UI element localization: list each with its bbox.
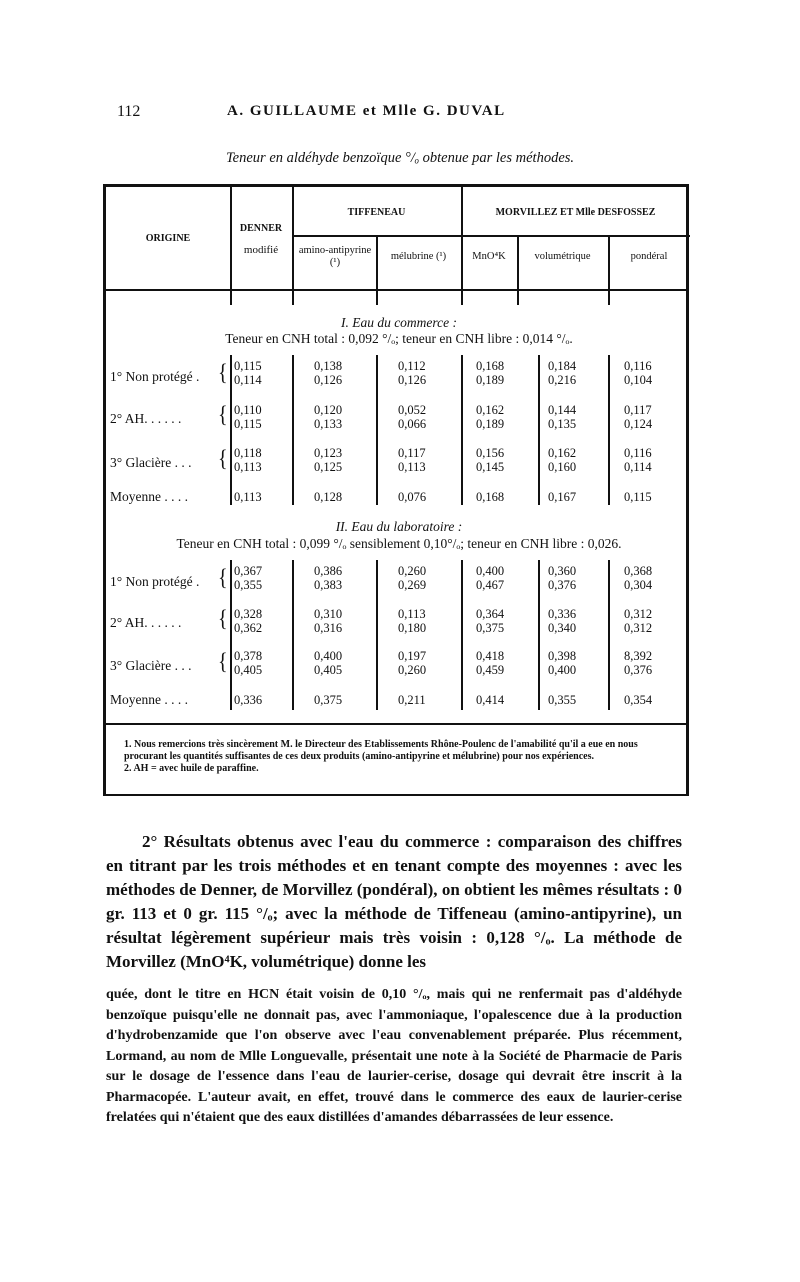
page-number: 112 — [117, 103, 141, 120]
table-footnotes — [124, 739, 680, 775]
row-label: 3° Glacière . . . — [110, 455, 192, 470]
col-divider — [608, 237, 610, 305]
table-cell: 0,398 0,400 — [548, 649, 577, 677]
header-denner: DENNER — [239, 223, 283, 234]
row-label: 2° AH. . . . . . — [110, 411, 182, 426]
section1-title: I. Eau du commerce : — [340, 315, 458, 330]
header-morvillez: MORVILLEZ ET Mlle DESFOSSEZ — [495, 207, 656, 218]
table-cell: 0,364 0,375 — [476, 607, 505, 635]
row-label: 2° AH. . . . . . — [110, 615, 182, 630]
paragraph-text: 2° Résultats obtenus avec l'eau du commerce : comparaison des chiffres en titrant par les trois méthodes et en tenant compte des moyennes : avec les méthodes de Denner, de Morvillez (pondéral), on obtient les mêmes résultats : 0 gr. 113 et 0 gr. 115 °/ₒ; avec la méthode de Tiffeneau (amino-antipyrine), un résultat légèrement supérieur mais très voisin : 0,128 °/ₒ. La méthode de Morvillez (MnO⁴K, volumétrique) donne les — [106, 832, 682, 971]
table-cell: 0,110 0,115 — [234, 403, 262, 431]
col-divider — [538, 560, 540, 710]
table-cell: 0,400 0,405 — [314, 649, 343, 677]
col-divider — [230, 560, 232, 710]
table-cell: 0,156 0,145 — [476, 446, 505, 474]
table-cell: 0,113 — [234, 490, 262, 504]
table-cell: 0,197 0,260 — [398, 649, 427, 677]
table-cell: 0,354 — [624, 693, 653, 707]
table-cell: 0,162 0,160 — [548, 446, 577, 474]
table-cell: 0,116 0,104 — [624, 359, 653, 387]
header-rule — [292, 235, 690, 237]
mean-label: Moyenne . . . . — [110, 489, 188, 504]
brace: { — [218, 649, 228, 675]
brace: { — [218, 446, 228, 472]
paragraph-text: quée, dont le titre en HCN était voisin de 0,10 °/ₒ, mais qui ne renfermait pas d'aldéhyde benzoïque puisqu'elle ne donnait pas, avec l'ammoniaque, l'opalescence due à la production d'hydrobenzamide que l'on observe avec l'eau convenablement préparée. Plus récemment, Lormand, au nom de Mlle Longuevalle, présentait une note à la Société de Pharmacie de Paris sur le dosage de l'essence dans l'eau de laurier-cerise, dosage qui devrait être inscrit à la Pharmacopée. L'auteur avait, en effet, trouvé dans le commerce des eaux de laurier-cerise frelatées qui n'étaient que des eaux distillées d'amandes débarrassées de leur essence. — [106, 987, 682, 1125]
col-divider — [292, 560, 294, 710]
footnote: 1. Nous remercions très sincèrement M. le Directeur des Etablissements Rhône-Poulenc de l'amabilité qu'il a eue en nous procurant les quantités suffisantes de ces deux produits (amino-antipyrine et mélubrine) pour nos expériences. — [124, 739, 638, 762]
mean-label: Moyenne . . . . — [110, 692, 188, 707]
table-cell: 0,368 0,304 — [624, 564, 653, 592]
table-cell: 0,328 0,362 — [234, 607, 263, 635]
col-divider — [376, 237, 378, 305]
table-cell: 0,138 0,126 — [314, 359, 343, 387]
table-cell: 0,115 0,114 — [234, 359, 262, 387]
table-cell: 0,168 0,189 — [476, 359, 505, 387]
col-divider — [461, 355, 463, 505]
brace: { — [218, 606, 228, 632]
row-label: 1° Non protégé . — [110, 574, 200, 589]
page-header — [117, 103, 677, 125]
table-cell: 0,414 — [476, 693, 505, 707]
col-divider — [292, 187, 294, 305]
col-divider — [230, 355, 232, 505]
row-label: 1° Non protégé . — [110, 369, 200, 384]
row-label: 3° Glacière . . . — [110, 658, 192, 673]
header-denner-sub: modifié — [243, 244, 279, 256]
section1-subtitle: Teneur en CNH total : 0,092 °/ₒ; teneur en CNH libre : 0,014 °/ₒ. — [225, 331, 573, 346]
col-divider — [608, 355, 610, 505]
table-cell: 0,167 — [548, 490, 577, 504]
table-cell: 0,123 0,125 — [314, 446, 343, 474]
header-amino-antipyrine: amino-antipyrine (¹) — [298, 245, 372, 269]
paragraph-continued — [106, 985, 682, 1129]
brace: { — [218, 402, 228, 428]
table-cell: 0,052 0,066 — [398, 403, 427, 431]
table-cell: 0,336 — [234, 693, 263, 707]
table-cell: 0,400 0,467 — [476, 564, 505, 592]
table-cell: 0,113 0,180 — [398, 607, 427, 635]
footnote-rule — [106, 723, 686, 725]
header-melubrine: mélubrine (¹) — [390, 251, 447, 262]
table-cell: 8,392 0,376 — [624, 649, 653, 677]
col-divider — [376, 355, 378, 505]
brace: { — [218, 360, 228, 386]
footnote: 2. AH = avec huile de paraffine. — [124, 763, 259, 774]
col-divider — [517, 237, 519, 305]
table-cell: 0,355 — [548, 693, 577, 707]
table-cell: 0,168 — [476, 490, 505, 504]
table-cell: 0,118 0,113 — [234, 446, 262, 474]
results-table — [103, 184, 689, 796]
table-cell: 0,260 0,269 — [398, 564, 427, 592]
header-volumetrique: volumétrique — [534, 251, 591, 262]
table-cell: 0,312 0,312 — [624, 607, 653, 635]
section2-title: II. Eau du laboratoire : — [335, 519, 463, 534]
table-cell: 0,184 0,216 — [548, 359, 577, 387]
table-cell: 0,367 0,355 — [234, 564, 263, 592]
table-cell: 0,120 0,133 — [314, 403, 343, 431]
table-cell: 0,128 — [314, 490, 343, 504]
table-cell: 0,144 0,135 — [548, 403, 577, 431]
table-cell: 0,116 0,114 — [624, 446, 652, 474]
col-divider — [376, 560, 378, 710]
table-cell: 0,076 — [398, 490, 427, 504]
table-cell: 0,162 0,189 — [476, 403, 505, 431]
col-divider — [608, 560, 610, 710]
table-cell: 0,375 — [314, 693, 343, 707]
table-cell: 0,310 0,316 — [314, 607, 343, 635]
table-cell: 0,360 0,376 — [548, 564, 577, 592]
header-ponderal: pondéral — [630, 251, 668, 262]
table-cell: 0,378 0,405 — [234, 649, 263, 677]
brace: { — [218, 565, 228, 591]
table-cell: 0,386 0,383 — [314, 564, 343, 592]
header-tiffeneau: TIFFENEAU — [347, 207, 406, 218]
table-caption: Teneur en aldéhyde benzoïque °/ₒ obtenue par les méthodes. — [225, 150, 575, 166]
col-divider — [461, 187, 463, 305]
table-cell: 0,112 0,126 — [398, 359, 427, 387]
paragraph-results — [106, 830, 682, 974]
col-divider — [461, 560, 463, 710]
header-rule — [106, 289, 686, 291]
running-title: A. GUILLAUME et Mlle G. DUVAL — [227, 103, 506, 119]
table-cell: 0,117 0,113 — [398, 446, 426, 474]
table-cell: 0,117 0,124 — [624, 403, 653, 431]
table-cell: 0,211 — [398, 693, 426, 707]
header-mno4k: MnO⁴K — [472, 251, 506, 262]
table-cell: 0,115 — [624, 490, 652, 504]
header-origine: ORIGINE — [145, 233, 191, 244]
table-cell: 0,418 0,459 — [476, 649, 505, 677]
section2-subtitle: Teneur en CNH total : 0,099 °/ₒ sensiblement 0,10°/ₒ; teneur en CNH libre : 0,026. — [176, 536, 622, 551]
col-divider — [538, 355, 540, 505]
col-divider — [292, 355, 294, 505]
table-cell: 0,336 0,340 — [548, 607, 577, 635]
